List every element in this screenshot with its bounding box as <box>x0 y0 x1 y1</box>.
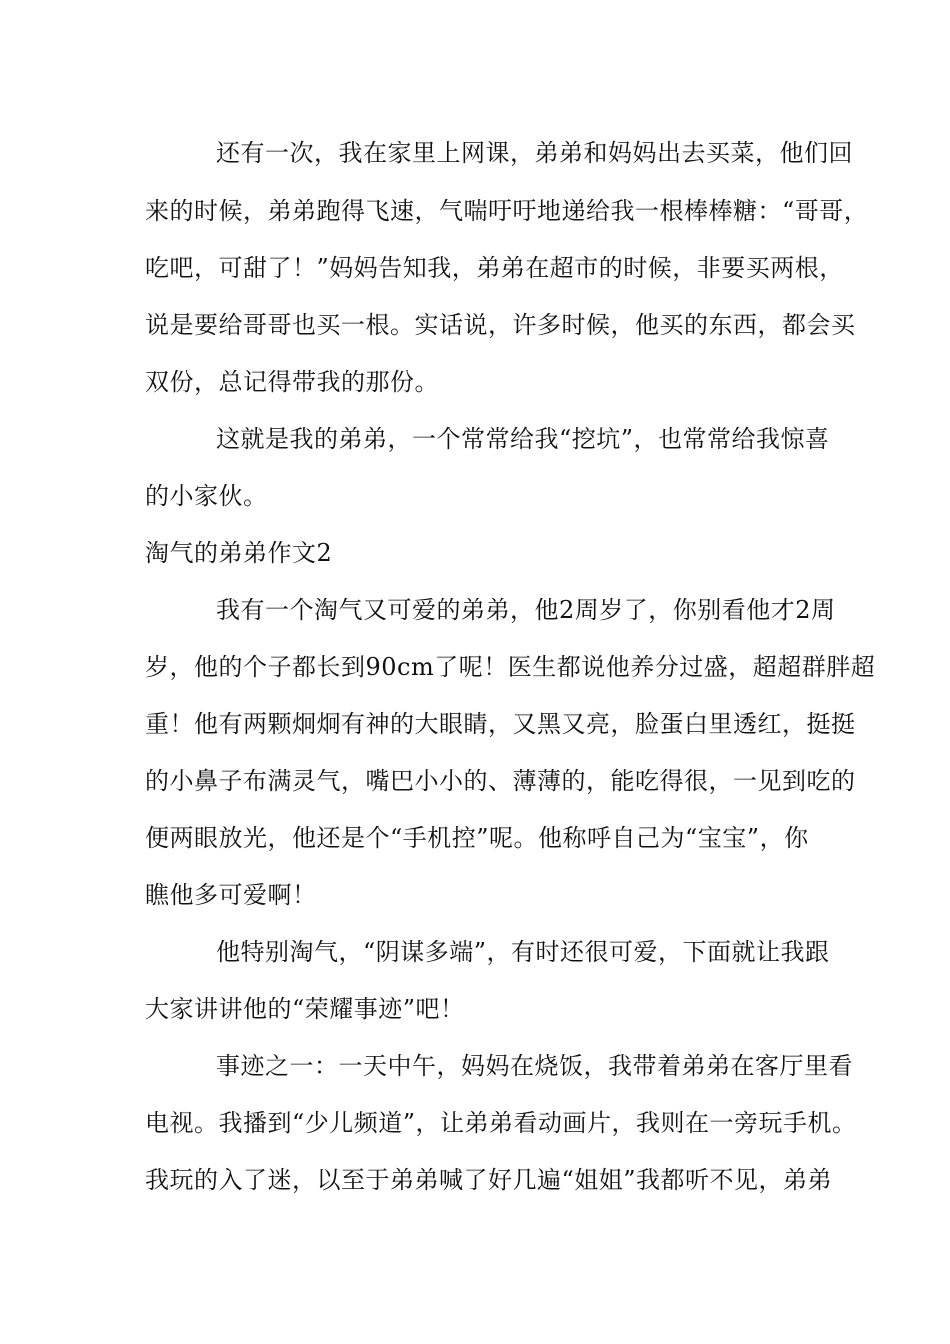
text-line: 事迹之一：一天中午，妈妈在烧饭，我带着弟弟在客厅里看 <box>216 1052 853 1080</box>
text-line: 这就是我的弟弟，一个常常给我“挖坑”，也常常给我惊喜 <box>216 425 830 453</box>
text-line: 他特别淘气，“阴谋多端”，有时还很可爱，下面就让我跟 <box>216 938 830 966</box>
section-heading: 淘气的弟弟作文2 <box>145 539 333 567</box>
text-line: 还有一次，我在家里上网课，弟弟和妈妈出去买菜，他们回 <box>216 139 853 167</box>
text-line: 瞧他多可爱啊！ <box>145 881 317 909</box>
text-line: 重！他有两颗炯炯有神的大眼睛，又黑又亮，脸蛋白里透红，挺挺 <box>145 710 856 738</box>
text-line: 便两眼放光，他还是个“手机控”呢。他称呼自己为“宝宝”，你 <box>145 824 809 852</box>
text-line: 说是要给哥哥也买一根。实话说，许多时候，他买的东西，都会买 <box>145 311 856 339</box>
text-line: 双份，总记得带我的那份。 <box>145 368 439 396</box>
text-line: 的小鼻子布满灵气，嘴巴小小的、薄薄的，能吃得很，一见到吃的 <box>145 767 856 795</box>
text-line: 的小家伙。 <box>145 482 268 510</box>
text-line: 吃吧，可甜了！”妈妈告知我，弟弟在超市的时候，非要买两根， <box>145 254 844 282</box>
text-line: 我有一个淘气又可爱的弟弟，他2周岁了，你别看他才2周 <box>216 596 836 624</box>
text-line: 岁，他的个子都长到90cm了呢！医生都说他养分过盛，超超群胖超 <box>145 653 876 681</box>
text-line: 电视。我播到“少儿频道”，让弟弟看动画片，我则在一旁玩手机。 <box>145 1109 857 1137</box>
text-line: 大家讲讲他的“荣耀事迹”吧！ <box>145 995 465 1023</box>
text-line: 来的时候，弟弟跑得飞速，气喘吁吁地递给我一根棒棒糖：“哥哥， <box>145 197 869 225</box>
text-line: 我玩的入了迷，以至于弟弟喊了好几遍“姐姐”我都听不见，弟弟 <box>145 1166 833 1194</box>
